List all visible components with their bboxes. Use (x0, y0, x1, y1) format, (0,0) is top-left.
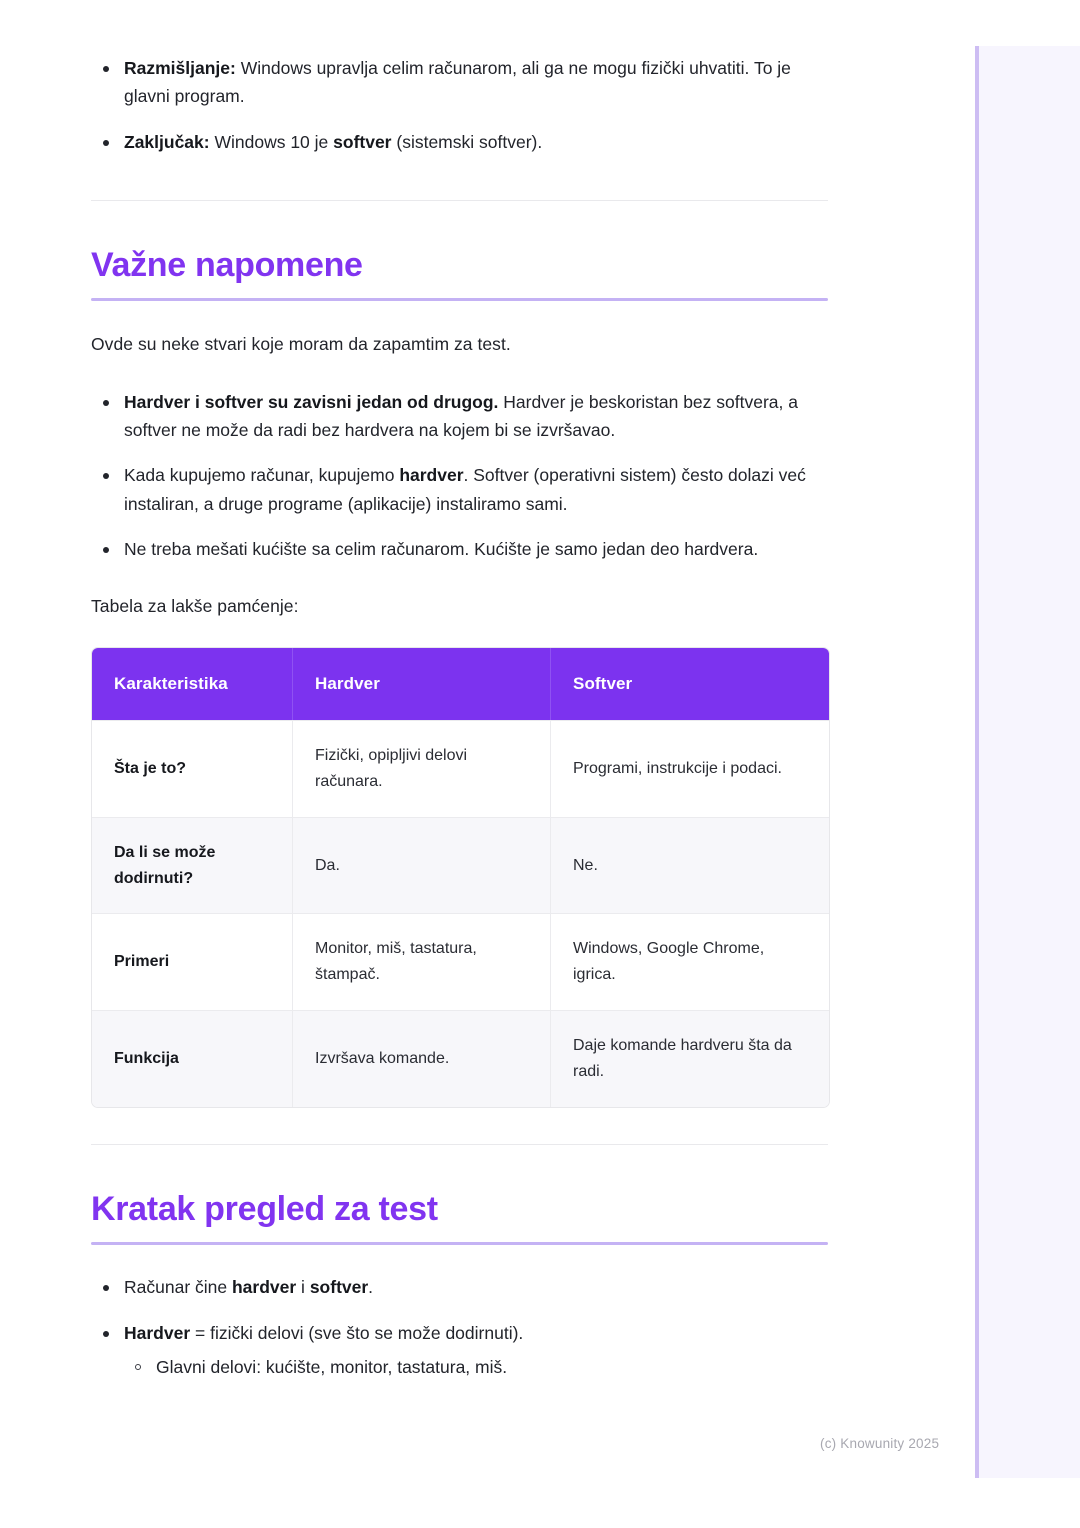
table-body (92, 720, 829, 1107)
list-item (91, 54, 828, 111)
bullet-lead: Hardver i softver su zavisni jedan od drugog. (124, 391, 499, 412)
bullet-tail: = fizički delovi (sve što se može dodirnuti). (190, 1322, 524, 1343)
bullet-tail: (sistemski softver). (391, 131, 543, 152)
bullet-mid: i (296, 1277, 310, 1298)
bullet-emphasis: softver (309, 1277, 369, 1298)
divider (91, 1144, 828, 1145)
bullet-lead: Zaključak: (124, 131, 210, 152)
bullet-text: Windows upravlja celim računarom, ali ga ne mogu fizički uhvatiti. To je glavni program. (124, 58, 791, 107)
page-edge-rule (975, 46, 979, 1478)
notes-bullet-list (91, 388, 828, 564)
watermark: (c) Knowunity 2025 (820, 1436, 940, 1451)
table-row (92, 817, 829, 914)
bullet-text: Hardver je beskoristan bez softvera, a softver ne može da radi bez hardvera na kojem bi se izvršavao. (124, 391, 798, 441)
page-title: Važne napomene (91, 246, 363, 285)
bullet-lead: Razmišljanje: (124, 58, 236, 78)
cell-software: Programi, instrukcije i podaci. (551, 720, 829, 817)
table-row (92, 913, 829, 1010)
page-edge-panel (975, 46, 1080, 1478)
cell-hardware: Monitor, miš, tastatura, štampač. (293, 913, 551, 1010)
comparison-table (91, 647, 830, 1108)
bullet-tail: . (368, 1277, 374, 1298)
table-header (92, 648, 829, 720)
table-caption: Tabela za lakše pamćenje: (91, 596, 299, 617)
bullet-emphasis: softver (333, 131, 392, 152)
cell-software: Ne. (551, 817, 829, 914)
cell-hardware: Izvršava komande. (293, 1010, 551, 1107)
cell-hardware: Fizički, opipljivi delovi računara. (293, 720, 551, 817)
list-item (91, 388, 828, 445)
bullet-text: Windows 10 je (209, 131, 334, 152)
bullet-emphasis: Hardver (124, 1322, 191, 1343)
section-intro: Ovde su neke stvari koje moram da zapamtim za test. (91, 334, 511, 355)
heading-underline (91, 1242, 828, 1245)
divider (91, 200, 828, 201)
cell-hardware: Da. (293, 817, 551, 914)
list-item (91, 535, 828, 563)
list-item (91, 128, 828, 156)
review-bullet-list (91, 1273, 828, 1381)
column-header-software: Softver (551, 648, 829, 720)
table-row (92, 720, 829, 817)
cell-software: Daje komande hardveru šta da radi. (551, 1010, 829, 1107)
bullet-pre: Kada kupujemo računar, kupujemo (124, 465, 400, 486)
list-item (91, 1319, 828, 1382)
list-item (91, 461, 828, 518)
bullet-pre: Računar čine (124, 1277, 232, 1298)
bullet-text: Ne treba mešati kućište sa celim računarom. Kućište je samo jedan deo hardvera. (124, 539, 759, 560)
sub-list-item: Glavni delovi: kućište, monitor, tastatura, miš. (124, 1353, 828, 1381)
page-title: Kratak pregled za test (91, 1190, 438, 1229)
bullet-emphasis: hardver (399, 465, 464, 486)
column-header-feature: Karakteristika (92, 648, 293, 720)
sub-bullet-list (124, 1353, 828, 1381)
cell-feature: Da li se može dodirnuti? (92, 817, 293, 914)
cell-feature: Šta je to? (92, 720, 293, 817)
heading-underline (91, 298, 828, 301)
bullet-tail: . Softver (operativni sistem) često dolazi već instaliran, a druge programe (aplikacije) instaliramo sami. (124, 465, 806, 514)
document-content (91, 0, 828, 1385)
top-bullet-list (91, 54, 828, 156)
cell-feature: Funkcija (92, 1010, 293, 1107)
bullet-emphasis: hardver (231, 1277, 297, 1298)
table-header-row (92, 648, 829, 720)
cell-feature: Primeri (92, 913, 293, 1010)
table-row (92, 1010, 829, 1107)
list-item (91, 1273, 828, 1301)
column-header-hardware: Hardver (293, 648, 551, 720)
cell-software: Windows, Google Chrome, igrica. (551, 913, 829, 1010)
